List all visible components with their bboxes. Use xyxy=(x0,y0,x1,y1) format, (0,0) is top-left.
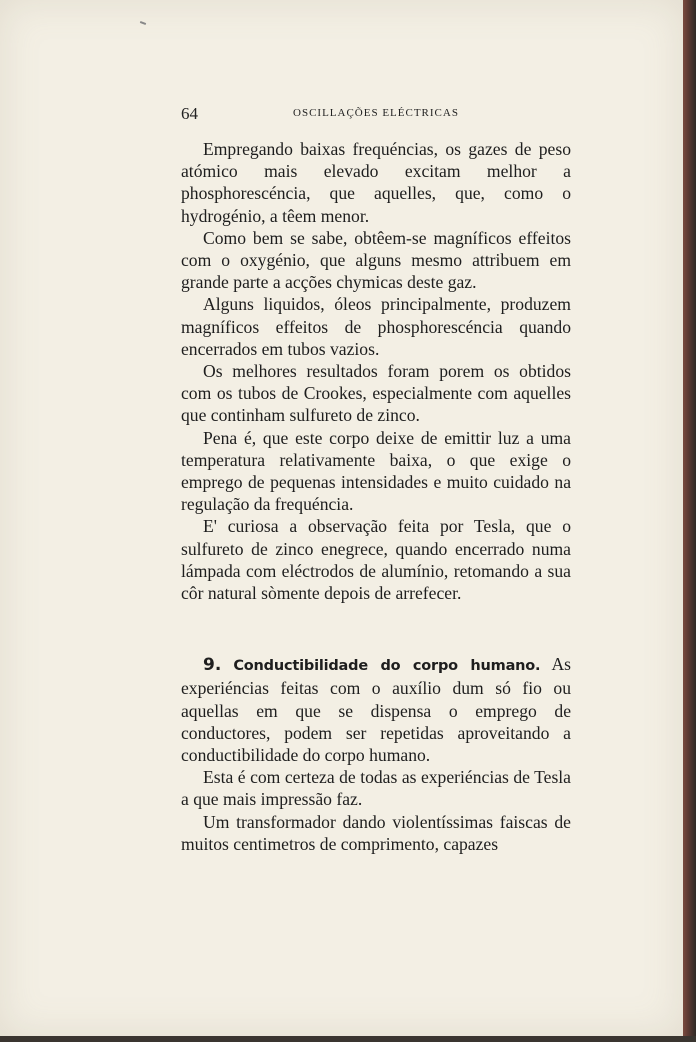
paragraph: Empregando baixas frequéncias, os gazes de peso atómico mais elevado excitam melhor a phosphorescéncia, que aquelles, que, como o hydrogénio, a têem menor. xyxy=(181,139,571,226)
running-title: OSCILLAÇÕES ELÉCTRICAS xyxy=(293,107,459,119)
paragraph: Os melhores resultados foram porem os obtidos com os tubos de Crookes, especialmente com aquelles que continham sulfureto de zinco. xyxy=(181,361,571,426)
section-paragraph xyxy=(181,653,571,766)
paragraph: Alguns liquidos, óleos principalmente, produzem magníficos effeitos de phosphorescéncia quando encerrados em tubos vazios. xyxy=(181,294,571,359)
paragraph: Como bem se sabe, obtêem-se magníficos effeitos com o oxygénio, que alguns mesmo attribuem em grande parte a acções chymicas deste gaz. xyxy=(181,227,571,293)
section-title: Conductibilidade do corpo humano. xyxy=(233,658,541,675)
ink-mark xyxy=(140,21,146,25)
bottom-edge xyxy=(0,1036,696,1042)
book-edge xyxy=(683,0,696,1042)
section-number: 9. xyxy=(203,655,222,676)
paragraph: Pena é, que este corpo deixe de emittir luz a uma temperatura relativamente baixa, o que exige o emprego de pequenas intensidades e muito cuidado na regulação da frequéncia. xyxy=(181,427,571,515)
paragraph: Um transformador dando violentíssimas faiscas de muitos centimetros de comprimento, capazes xyxy=(181,811,571,854)
paragraph: E' curiosa a observação feita por Tesla, que o sulfureto de zinco enegrece, quando encerrado numa lámpada com eléctrodos de alumínio, retomando a sua côr natural sòmente depois de arrefecer. xyxy=(181,516,571,604)
section-lead-text: As experiéncias feitas com o auxílio dum só fio ou aquellas em que se dispensa o emprego de conductores, podem ser repetidas aproveitando a conductibilidade do corpo humano. xyxy=(181,654,572,766)
paragraph: Esta é com certeza de todas as experiéncias de Tesla a que mais impressão faz. xyxy=(181,767,571,810)
page-number: 64 xyxy=(181,104,198,123)
running-head xyxy=(181,104,571,124)
section-spacer xyxy=(181,604,571,653)
page-body xyxy=(181,138,571,855)
